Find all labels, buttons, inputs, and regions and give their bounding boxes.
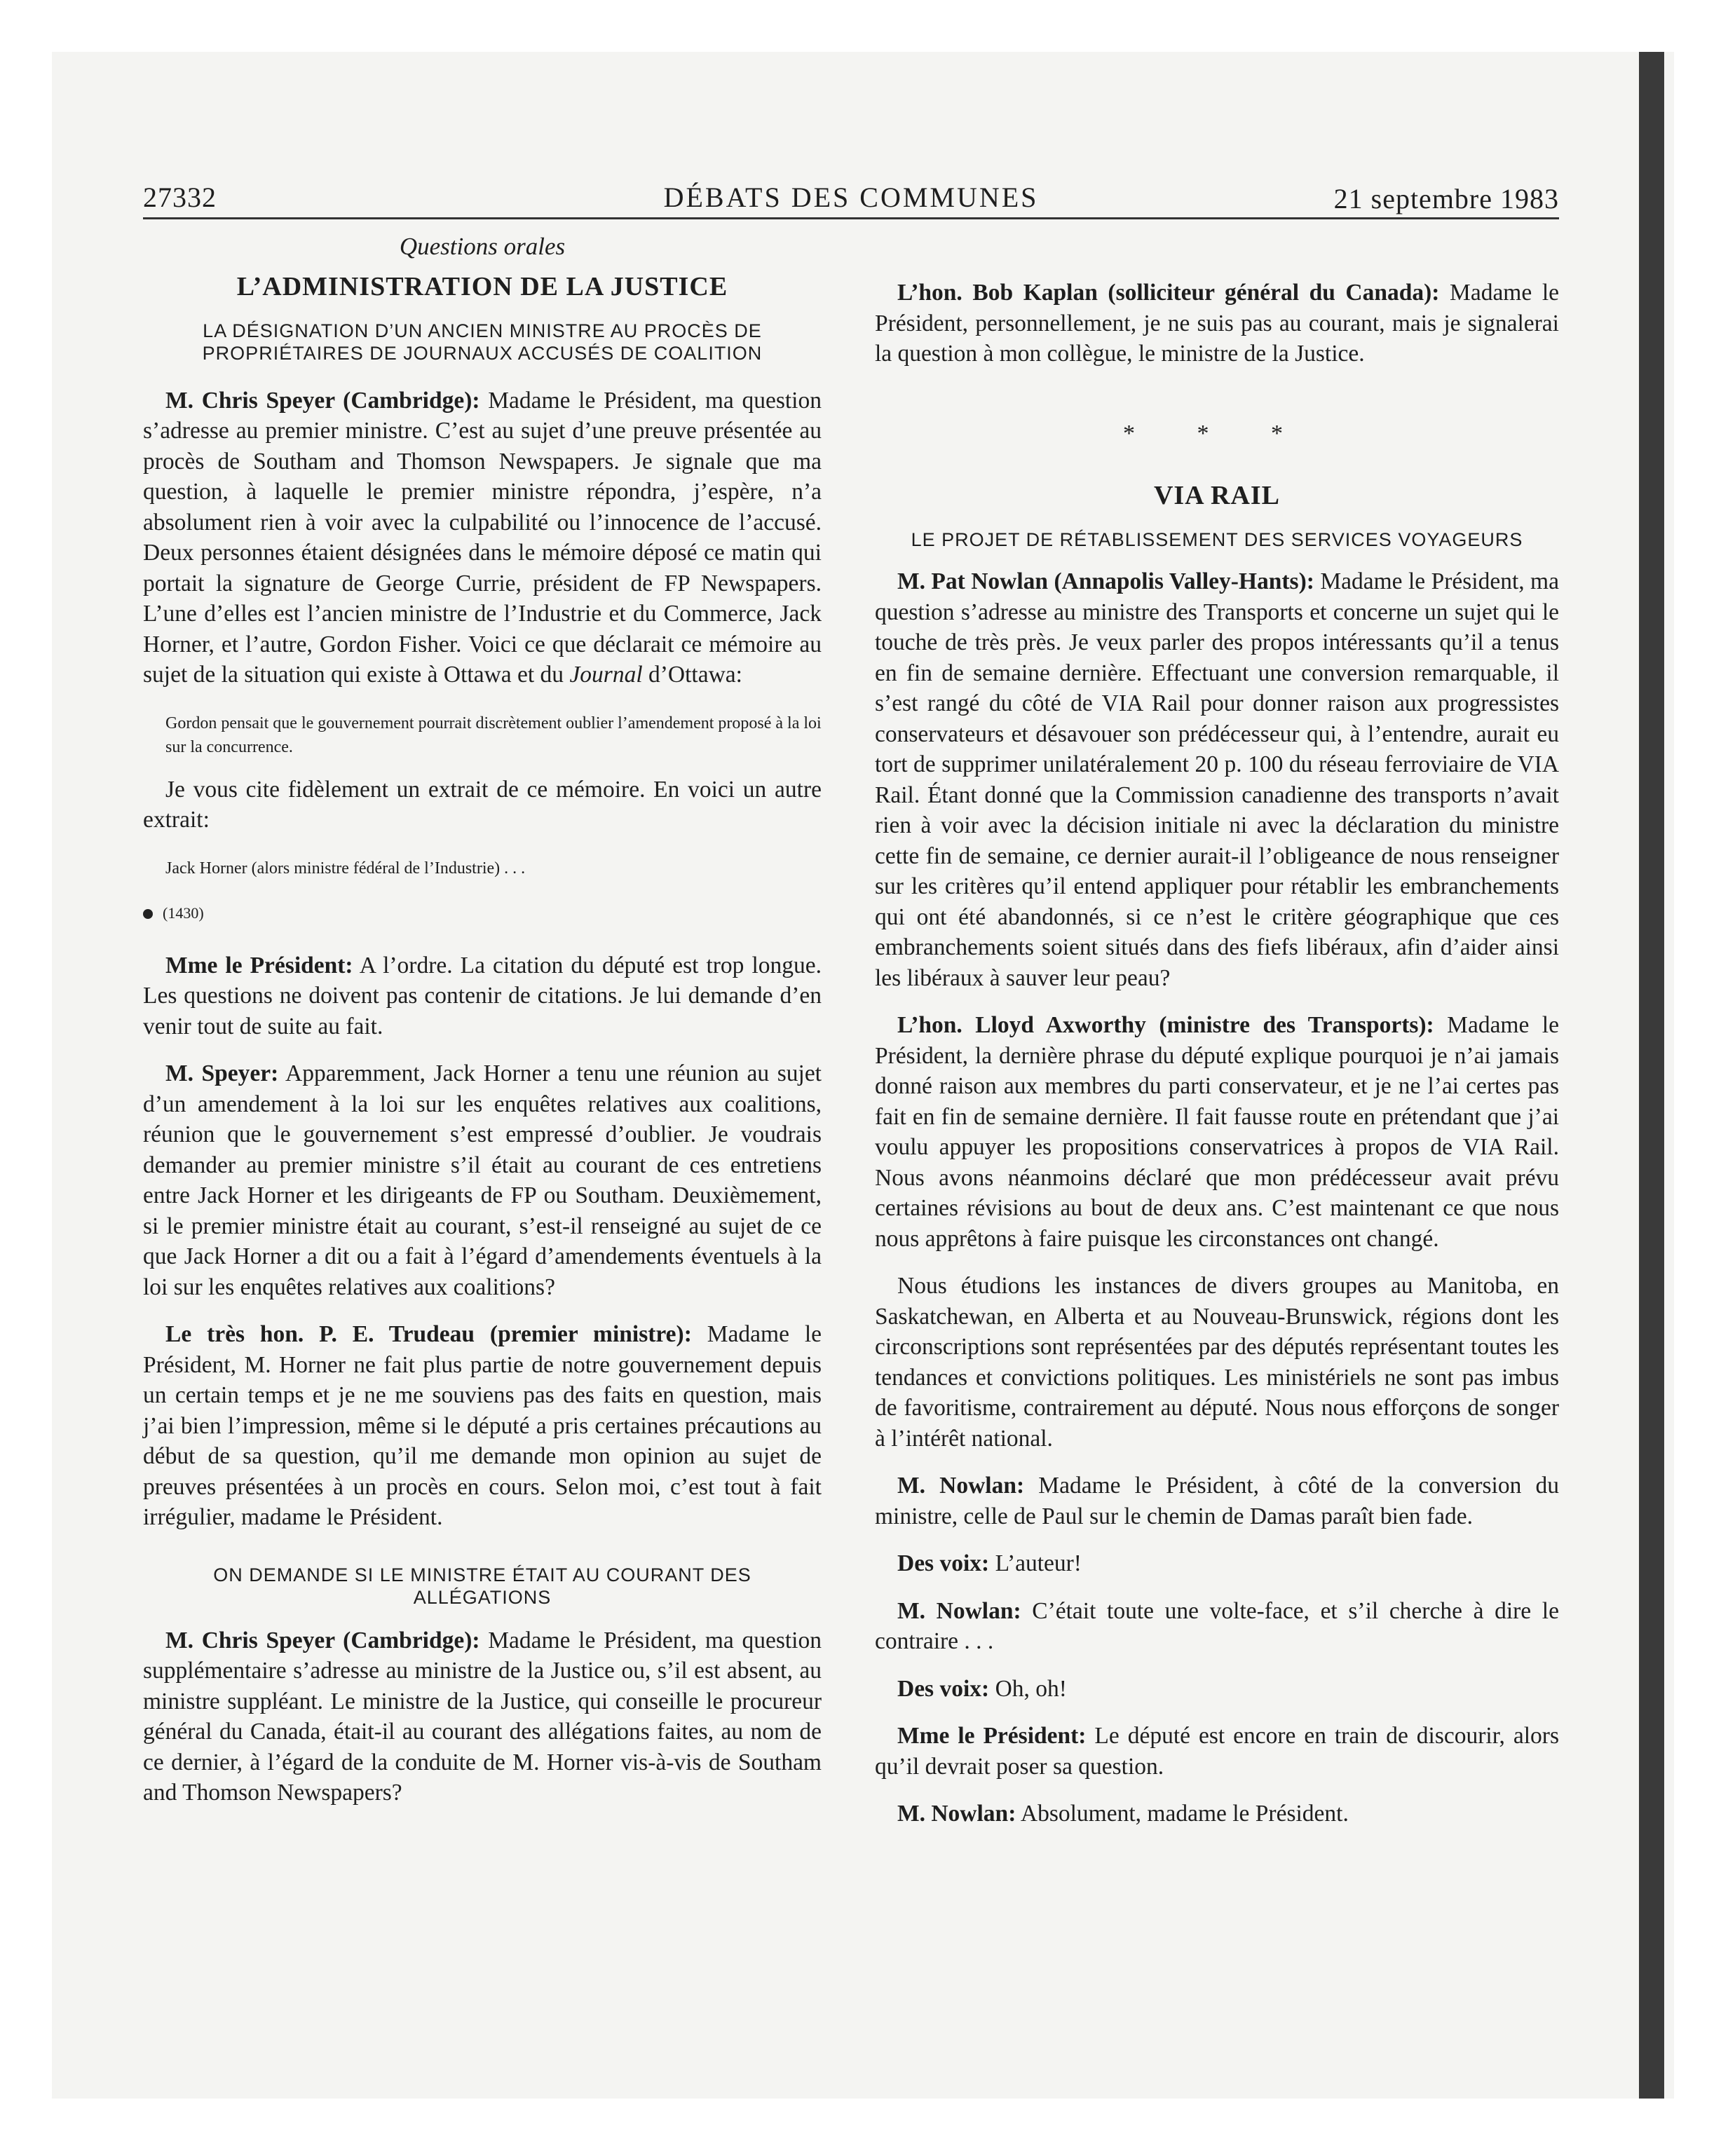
speech-paragraph: Je vous cite fidèlement un extrait de ce mémoire. En voici un autre extrait: xyxy=(143,776,822,833)
speech-paragraph xyxy=(875,1799,1559,1829)
speech-paragraph xyxy=(143,1319,822,1533)
speech-text: Madame le Président, ma question supplémentaire s’adresse au ministre de la Justice ou, s’il est absent, au ministre suppléant. Le ministre de la Justice, qui conseille le procureur général du Canada, était-il au courant des allégations faites, au nom de ce dernier, à l’égard de la conduite de M. Horner vis-à-vis de Southam and Thomson Newspapers? xyxy=(143,1627,822,1806)
speech-paragraph: Nous étudions les instances de divers groupes au Manitoba, en Saskatchewan, en Alberta et au Nouveau-Brunswick, régions dont les circonscriptions sont représentées par des députés représentant toutes les tendances et convictions politiques. Les ministériels ne sont pas imbus de favoritisme, contrairement au député. Nous nous efforçons de songer à l’intérêt national. xyxy=(875,1273,1559,1452)
speech-text: Madame le Président, ma question s’adresse au ministre des Transports et concerne un sujet qui le touche de très près. Je veux parler des propos intéressants qu’il a tenus en fin de semaine dernière. Effectuant une conversion remarquable, il s’est rangé du côté de VIA Rail pour donner raison aux progressistes conservateurs et désavouer son prédécesseur qui, à l’entendre, aurait eu tort de supprimer unilatéralement 20 p. 100 du réseau ferroviaire de VIA Rail. Étant donné que la Commission canadienne des transports n’avait rien à voir avec la décision initiale ni avec la déclaration du ministre cette fin de semaine, ce dernier aurait-il l’obligeance de nous renseigner sur les critères qu’il entend appliquer pour rétablir les embranchements qui ont été abandonnés, si ce n’est le critère géographique que ces embranchements soient situés dans des fiefs libéraux, afin d’aider ainsi les libéraux à sauver leur peau? xyxy=(875,568,1559,991)
section-separator: * * * xyxy=(1123,420,1311,446)
speech-paragraph xyxy=(875,1471,1559,1531)
speech-paragraph xyxy=(875,1721,1559,1782)
speaker-name: M. Chris Speyer (Cambridge): xyxy=(165,1627,480,1653)
speaker-name: Mme le Président: xyxy=(165,952,353,978)
speech-text: Apparemment, Jack Horner a tenu une réunion au sujet d’un amendement à la loi sur les enquêtes relatives aux coalitions, réunion que le gouvernement s’est empressé d’oublier. Je voudrais demander au premier ministre s’il était au courant de ces entretiens entre Jack Horner et les dirigeants de FP ou Southam. Deuxièmement, si le premier ministre était au courant, s’est-il renseigné au sujet de ce que Jack Horner a dit ou a fait à l’égard d’amendements éventuels à la loi sur les enquêtes relatives aux coalitions? xyxy=(143,1060,822,1300)
page-date: 21 septembre 1983 xyxy=(1333,183,1559,214)
section-heading: L’ADMINISTRATION DE LA JUSTICE xyxy=(236,271,728,301)
speech-paragraph xyxy=(875,278,1559,369)
speaker-name: M. Nowlan: xyxy=(897,1801,1016,1827)
speech-text: Madame le Président, M. Horner ne fait plus partie de notre gouvernement depuis un certain temps et je ne me souviens pas des faits en question, mais j’ai bien l’impression, même si le député a pris certaines précautions au début de sa question, qu’il me demande mon opinion au sujet de preuves présentées à un procès en cours. Selon moi, c’est tout à fait irrégulier, madame le Président. xyxy=(143,1321,822,1530)
speech-paragraph xyxy=(875,1596,1559,1657)
speech-text: Madame le Président, la dernière phrase du député explique pourquoi je n’ai jamais donné raison aux membres du parti conservateur, et je ne l’ai certes pas fait en fin de semaine dernière. Il fait fausse route en prétendant que j’ai voulu appuyer les propositions conservatrices à propos de VIA Rail. Nous avons néanmoins déclaré que mon prédécesseur avait prévu certaines révisions au bout de deux ans. C’est maintenant ce que nous nous apprêtons à faire puisque les circonstances ont changé. xyxy=(875,1012,1559,1252)
speech-paragraph xyxy=(875,1548,1559,1579)
section-subheading: ON DEMANDE SI LE MINISTRE ÉTAIT AU COURANT DES ALLÉGATIONS xyxy=(213,1564,751,1608)
section-subheading: LE PROJET DE RÉTABLISSEMENT DES SERVICES VOYAGEURS xyxy=(911,529,1523,550)
block-quote: Gordon pensait que le gouvernement pourrait discrètement oublier l’amendement proposé à la loi sur la concurrence. xyxy=(165,714,822,756)
speech-text: C’était toute une volte-face, et s’il cherche à dire le contraire . . . xyxy=(875,1597,1559,1654)
page-number: 27332 xyxy=(143,182,217,213)
page-title: DÉBATS DES COMMUNES xyxy=(663,182,1039,213)
speaker-name: L’hon. Lloyd Axworthy (ministre des Transports): xyxy=(897,1012,1434,1038)
speech-italic: Journal xyxy=(569,662,643,688)
speech-text: Madame le Président, à côté de la conversion du ministre, celle de Paul sur le chemin de Damas paraît bien fade. xyxy=(875,1473,1559,1529)
page-header xyxy=(143,181,1559,219)
speech-paragraph xyxy=(143,950,822,1042)
speech-text: Madame le Président, personnellement, je ne suis pas au courant, mais je signalerai la question à mon collègue, le ministre de la Justice. xyxy=(875,280,1559,367)
page-edge-shadow xyxy=(1639,52,1664,2099)
speech-text: Absolument, madame le Président. xyxy=(1016,1801,1349,1827)
speaker-name: Mme le Président: xyxy=(897,1723,1087,1749)
left-column xyxy=(143,231,822,1808)
speaker-name: M. Nowlan: xyxy=(897,1473,1025,1499)
speech-text: Oh, oh! xyxy=(989,1675,1067,1702)
speaker-name: M. Chris Speyer (Cambridge): xyxy=(165,387,480,414)
speech-text: Madame le Président, ma question s’adresse au premier ministre. C’est au sujet d’une preuve présentée au procès de Southam and Thomson Newspapers. Je signale que ma question, à laquelle le premier ministre répondra, j’espère, n’a absolument rien à voir avec la culpabilité ou l’innocence de l’accusé. Deux personnes étaient désignées dans le mémoire déposé ce matin qui portait la signature de George Currie, président de FP Newspapers. L’une d’elles est l’ancien ministre de l’Industrie et du Commerce, Jack Horner, et l’autre, Gordon Fisher. Voici ce que déclarait ce mémoire au sujet de la situation qui existe à Ottawa et du xyxy=(143,387,822,688)
section-heading: VIA RAIL xyxy=(1153,481,1281,510)
section-label: Questions orales xyxy=(399,233,566,260)
speech-paragraph xyxy=(143,1625,822,1808)
speech-text: d’Ottawa: xyxy=(642,662,742,688)
bullet-dot-icon xyxy=(143,909,153,919)
section-subheading: LA DÉSIGNATION D’UN ANCIEN MINISTRE AU PROCÈS DE PROPRIÉTAIRES DE JOURNAUX ACCUSÉS DE COALITION xyxy=(202,320,763,364)
speech-text: Le député est encore en train de discourir, alors qu’il devrait poser sa question. xyxy=(875,1723,1559,1780)
speech-text: L’auteur! xyxy=(989,1550,1082,1576)
speaker-name: L’hon. Bob Kaplan (solliciteur général du Canada): xyxy=(897,280,1440,306)
speech-paragraph xyxy=(875,1010,1559,1254)
block-quote: Jack Horner (alors ministre fédéral de l’Industrie) . . . xyxy=(165,859,526,878)
right-column xyxy=(875,231,1559,1829)
speaker-name: Le très hon. P. E. Trudeau (premier ministre): xyxy=(165,1321,692,1347)
speech-paragraph xyxy=(143,386,822,690)
speech-paragraph xyxy=(143,1058,822,1302)
speaker-name: Des voix: xyxy=(897,1675,990,1702)
speaker-name: M. Nowlan: xyxy=(897,1597,1021,1624)
speech-paragraph xyxy=(875,566,1559,993)
speaker-name: M. Pat Nowlan (Annapolis Valley-Hants): xyxy=(897,568,1314,594)
speech-paragraph xyxy=(875,1674,1559,1705)
speaker-name: Des voix: xyxy=(897,1550,990,1576)
speech-text: A l’ordre. La citation du député est trop longue. Les questions ne doivent pas contenir de citations. Je lui demande d’en venir tout de suite au fait. xyxy=(143,952,822,1039)
speaker-name: M. Speyer: xyxy=(165,1060,279,1086)
time-marker: (1430) xyxy=(143,903,822,924)
